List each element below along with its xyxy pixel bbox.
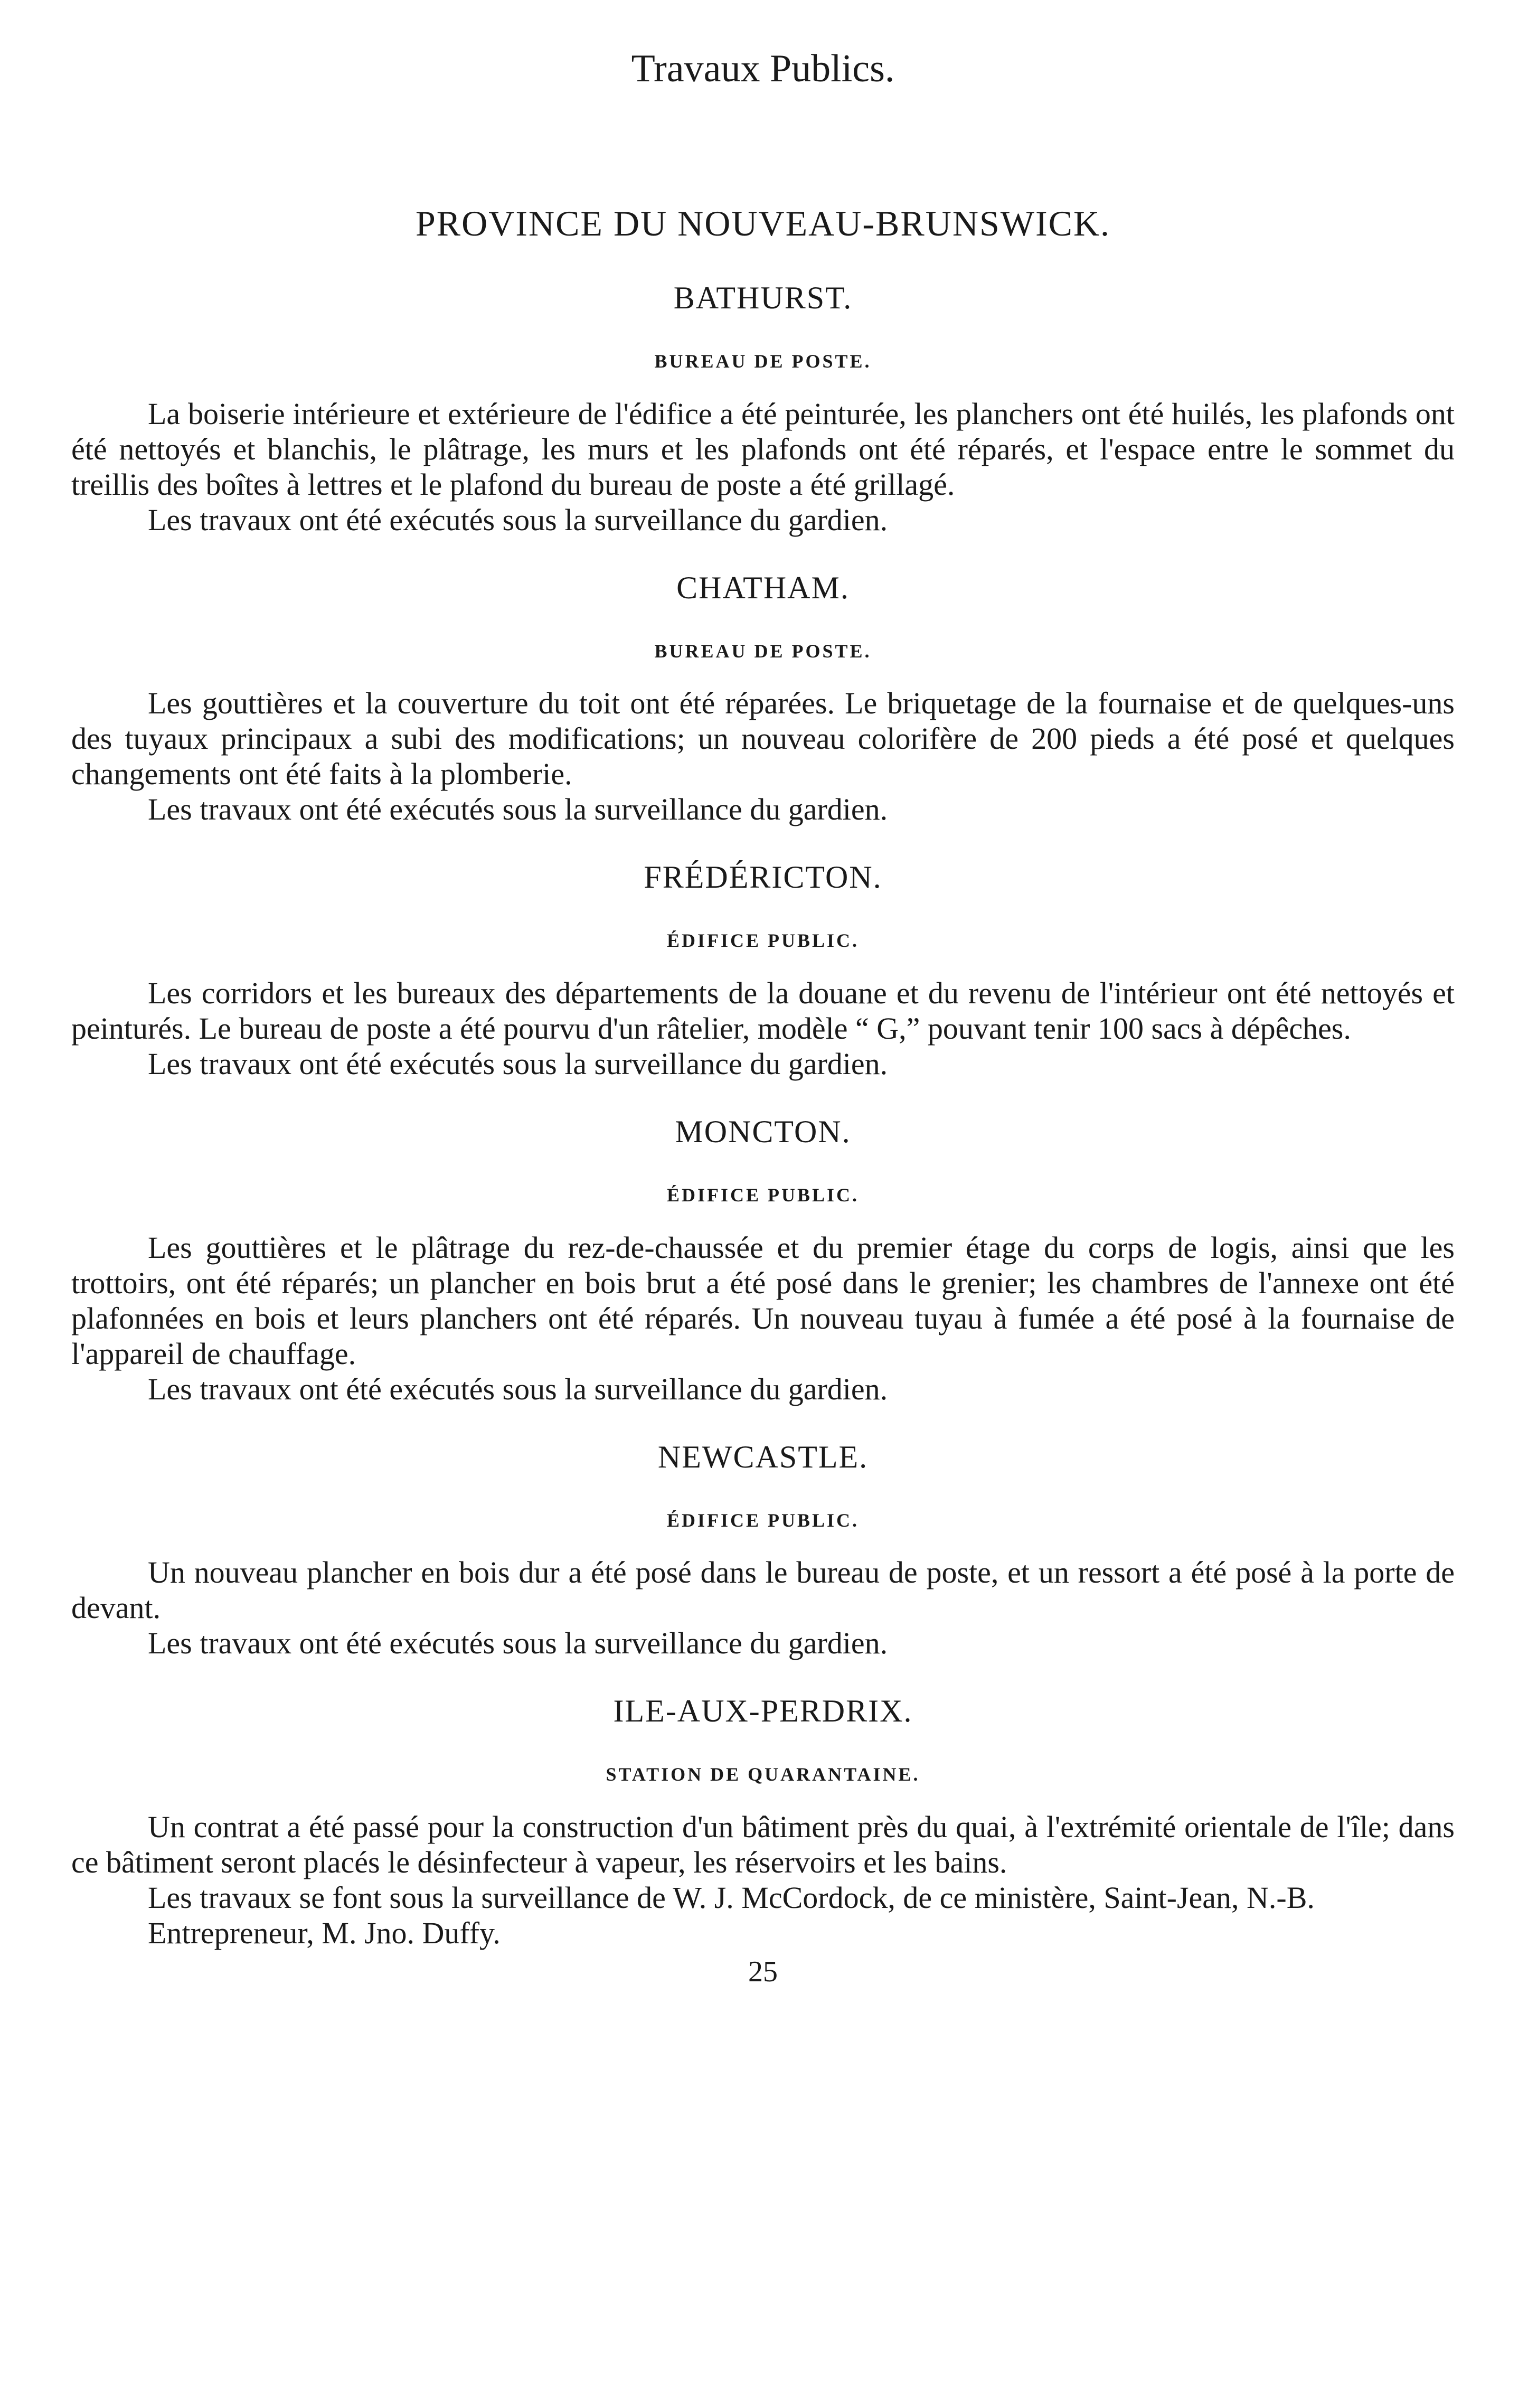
section-body: [71, 685, 1455, 827]
paragraph: Entrepreneur, M. Jno. Duffy.: [148, 1915, 501, 1950]
paragraph: Les travaux ont été exécutés sous la surveillance du gardien.: [148, 1371, 888, 1406]
building-subheading: STATION DE QUARANTAINE.: [606, 1764, 920, 1785]
building-subheading: ÉDIFICE PUBLIC.: [666, 1184, 860, 1206]
paragraph: Les gouttières et la couverture du toit ont été réparées. Le briquetage de la fournaise et de quelques-uns des tuyaux principaux a subi des modifications; un nouveau colorifère de 200 pieds a été posé et quelques changements ont été faits à la plomberie.: [71, 686, 1455, 792]
section-bathurst: [71, 280, 1455, 538]
city-heading: CHATHAM.: [676, 570, 850, 605]
city-heading: FRÉDÉRICTON.: [644, 860, 882, 895]
paragraph: Les travaux se font sous la surveillance de W. J. McCordock, de ce ministère, Saint-Jean, N.-B.: [148, 1880, 1315, 1915]
paragraph: Les corridors et les bureaux des départements de la douane et du revenu de l'intérieur ont été nettoyés et peinturés. Le bureau de poste a été pourvu d'un râtelier, modèle “ G,” pouvant tenir 100 sacs à dépêches.: [71, 975, 1455, 1046]
building-subheading: ÉDIFICE PUBLIC.: [666, 930, 860, 952]
city-heading: BATHURST.: [673, 280, 853, 316]
city-heading: MONCTON.: [675, 1114, 851, 1149]
paragraph: Les travaux ont été exécutés sous la surveillance du gardien.: [148, 1626, 888, 1661]
running-title: Travaux Publics.: [631, 47, 895, 90]
section-body: [71, 1555, 1455, 1661]
paragraph: Les travaux ont été exécutés sous la surveillance du gardien.: [148, 502, 888, 537]
city-heading: NEWCASTLE.: [657, 1439, 869, 1474]
building-subheading: ÉDIFICE PUBLIC.: [666, 1509, 860, 1531]
paragraph: Les gouttières et le plâtrage du rez-de-chaussée et du premier étage du corps de logis, ainsi que les trottoirs, ont été réparés; un plancher en bois brut a été posé dans le grenier; les chambres de l'annexe ont été plafonnées en bois et leurs planchers ont été réparés. Un nouveau tuyau à fumée a été posé à la fournaise de l'appareil de chauffage.: [71, 1230, 1455, 1371]
paragraph: Un contrat a été passé pour la construction d'un bâtiment près du quai, à l'extrémité orientale de l'île; dans ce bâtiment seront placés le désinfecteur à vapeur, les réservoirs et les bains.: [71, 1809, 1455, 1879]
section-ile-aux-perdrix: [71, 1694, 1455, 1951]
document-page: [71, 48, 1455, 1988]
section-moncton: [71, 1114, 1455, 1407]
paragraph: Les travaux ont été exécutés sous la surveillance du gardien.: [148, 792, 888, 827]
page-number: 25: [748, 1955, 778, 1988]
paragraph: Un nouveau plancher en bois dur a été posé dans le bureau de poste, et un ressort a été posé à la porte de devant.: [71, 1555, 1455, 1625]
section-body: [71, 1809, 1455, 1951]
section-body: [71, 975, 1455, 1081]
section-body: [71, 396, 1455, 538]
city-heading: ILE-AUX-PERDRIX.: [613, 1694, 913, 1729]
province-heading: PROVINCE DU NOUVEAU-BRUNSWICK.: [415, 203, 1111, 244]
paragraph: Les travaux ont été exécutés sous la surveillance du gardien.: [148, 1046, 888, 1081]
building-subheading: BUREAU DE POSTE.: [654, 351, 872, 372]
section-chatham: [71, 570, 1455, 827]
section-fredericton: [71, 860, 1455, 1081]
building-subheading: BUREAU DE POSTE.: [654, 640, 872, 662]
section-body: [71, 1230, 1455, 1407]
section-newcastle: [71, 1440, 1455, 1661]
paragraph: La boiserie intérieure et extérieure de l'édifice a été peinturée, les planchers ont été huilés, les plafonds ont été nettoyés et blanchis, le plâtrage, les murs et les plafonds ont été réparés, et l'espace entre le sommet du treillis des boîtes à lettres et le plafond du bureau de poste a été grillagé.: [71, 396, 1455, 502]
